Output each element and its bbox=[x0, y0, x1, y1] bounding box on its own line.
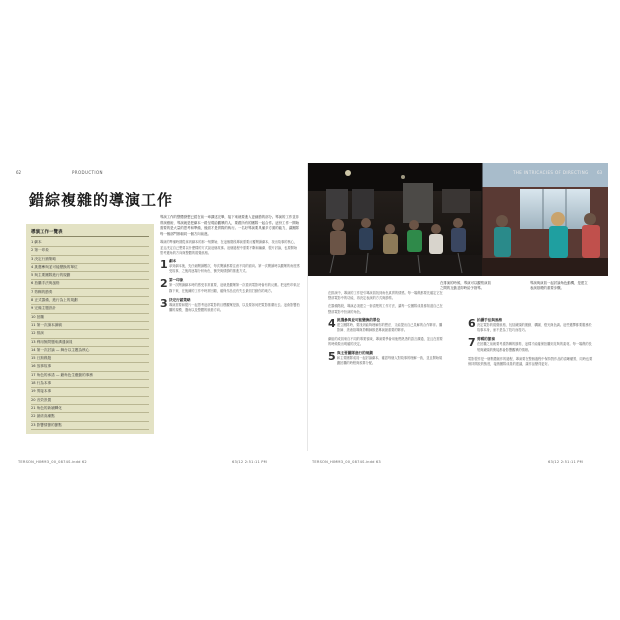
toc-sidebar bbox=[26, 224, 154, 434]
page-number-right: 63 bbox=[597, 170, 603, 175]
toc-item: 3 決定行銷策略 bbox=[31, 256, 149, 264]
step-heading: 第一印象 bbox=[169, 278, 184, 283]
footer-file-left: TERSON_HIMM3_00_0874S.indd 62 bbox=[18, 460, 87, 464]
step-heading: 決定行銷策略 bbox=[169, 297, 191, 302]
body-paragraph: 電影製作是一個集體創作的過程，導演要在整個過程中保持對作品的清晰願景，同時也要保持開放的態度，接納團隊成員的建議，讓作品變得更好。 bbox=[468, 356, 593, 367]
body-paragraph: 劇組的成員來自不同的專業領域，導演要學會用他們熟悉的語言溝通，並且在需要的時候做出明確的決定。 bbox=[328, 337, 443, 347]
step-body: 拿到劇本後，先仔細閱讀數次，每次閱讀都要注意不同的面向。第一次閱讀時以觀眾的角度感受故事，之後再逐場分析角色、衝突與情節的推進方式。 bbox=[169, 263, 300, 274]
toc-item: 9 完備主題設計 bbox=[31, 305, 149, 313]
toc-item: 20 音效設置 bbox=[31, 397, 149, 405]
toc-item: 13 利用無問題來溝通演員 bbox=[31, 339, 149, 347]
step-item bbox=[160, 259, 300, 274]
right-column-2 bbox=[468, 318, 594, 370]
step-number: 2 bbox=[160, 277, 168, 291]
step-number: 3 bbox=[160, 296, 168, 310]
step-number: 1 bbox=[160, 257, 168, 271]
step-number: 4 bbox=[328, 316, 336, 330]
toc-item: 14 第一次討論 — 舞台以主題為核心 bbox=[31, 347, 149, 355]
book-spread bbox=[8, 163, 608, 451]
toc-item: 16 放事故事 bbox=[31, 363, 149, 371]
toc-item: 8 正式籌備，進行為上的規劃 bbox=[31, 297, 149, 305]
toc-item: 2 第一印象 bbox=[31, 247, 149, 255]
footer-time-left: 63/12 2:51:11 PM bbox=[232, 460, 267, 464]
body-paragraph: 導演的準備時期從拿到劇本的那一刻開始，在這個階段導演需要反覆閱讀劇本，找出故事的核心，並且決定自己想要以什麼樣的方式說這個故事。這個過程中需要不斷和編劇、製片討論，也要開始思考選角的方向與整體的視覺風格。 bbox=[160, 240, 298, 255]
left-column-1 bbox=[160, 215, 300, 317]
toc-item: 23 影響情節的節點 bbox=[31, 422, 149, 430]
toc-item: 19 剪接本事 bbox=[31, 388, 149, 396]
rehearsal-photo bbox=[308, 163, 608, 276]
step-heading: 劇本 bbox=[169, 258, 177, 263]
toc-list bbox=[31, 239, 149, 430]
step-item bbox=[468, 318, 594, 333]
toc-title: 導演工作一覽表 bbox=[31, 230, 63, 235]
step-heading: 挑選參與並可能變換的單位 bbox=[337, 317, 381, 322]
photo-caption-left: 在排演的時候，導演可以觀察演員之間的互動並即時給予指導。 bbox=[440, 281, 491, 290]
step-body: 建立團隊時，要找到能夠理解你的想法、又能提出自己見解的合作夥伴。攝影師、美術指導與剪輯師都是導演最重要的夥伴。 bbox=[337, 322, 443, 333]
footer-file-right: TERSON_HIMM3_00_0874S.indd 63 bbox=[312, 460, 381, 464]
step-item bbox=[328, 318, 443, 333]
toc-item: 18 行為本事 bbox=[31, 380, 149, 388]
step-item bbox=[468, 337, 594, 352]
toc-item: 10 拍攝 bbox=[31, 314, 149, 322]
toc-item: 6 拍攝手法與風格 bbox=[31, 280, 149, 288]
toc-item: 4 挑選參與並可能變換的單位 bbox=[31, 264, 149, 272]
right-column-1 bbox=[328, 291, 443, 370]
toc-item: 12 排演 bbox=[31, 330, 149, 338]
running-head-right: THE INTRICACIES OF DIRECTING bbox=[513, 170, 589, 175]
running-head-left: PRODUCTION bbox=[72, 170, 103, 175]
step-item bbox=[160, 278, 300, 293]
step-item bbox=[160, 298, 300, 313]
toc-item: 1 劇本 bbox=[31, 239, 149, 247]
toc-item: 15 日狗戲殺 bbox=[31, 355, 149, 363]
body-paragraph: 在籌備階段，導演必須建立一套清楚的工作方法，讓每一位團隊成員都知道自己在整部電影中扮演的角色。 bbox=[328, 304, 443, 314]
step-item bbox=[328, 351, 443, 366]
toc-item: 22 最終高潮點 bbox=[31, 413, 149, 421]
toc-item: 7 剪輯的節奏 bbox=[31, 289, 149, 297]
toc-item: 17 角色的承諾 — 藉角色生應動的事務 bbox=[31, 372, 149, 380]
footer-time-right: 63/12 2:51:11 PM bbox=[548, 460, 583, 464]
step-number: 7 bbox=[468, 336, 476, 350]
left-page bbox=[8, 163, 308, 451]
intro-paragraph: 導演工作的整體發想已經在前一章講述完畢，接下來就要進入更細節的部分。導演的工作並非實演藝術，導演就是把劇本一路呈現給觀眾的人，要跟所有的團隊一起合作。這份工作一開始需要的是大量的思考和準備，後面才是實際的執行。一名好導演要具備多方面的能力，讓團隊每一個部門都朝同一個方向前進。 bbox=[160, 215, 300, 236]
photo-caption-right: 導演與演員一起討論角色動機，是建立表演基礎的重要步驟。 bbox=[530, 281, 588, 290]
step-body: 在拍攝之前就要考慮剪輯的節奏，這樣才能確保拍攝到足夠的素材。每一場戲的長短與鏡頭的銜接都會影響觀眾的情緒。 bbox=[477, 342, 592, 352]
rehearsal-photo-image bbox=[308, 163, 608, 276]
toc-item: 21 角色的新穎轉化 bbox=[31, 405, 149, 413]
toc-item: 5 與主要團隊進行的規劃 bbox=[31, 272, 149, 280]
step-heading: 與主要團隊進行的規劃 bbox=[337, 350, 373, 355]
step-body: 第一次閱讀劇本時的感受非常重要，這就是觀眾第一次看到電影時會有的反應。把這些印象記錄下來，在後續的工作中時常回顧，確保作品沒有失去最初打動你的地方。 bbox=[169, 283, 300, 293]
step-heading: 剪輯的節奏 bbox=[477, 337, 495, 342]
step-body: 和主要團隊成員一起討論劇本，確認每個人對故事的理解一致，並且開始規劃拍攝的時程與預算分配。 bbox=[337, 355, 443, 365]
step-number: 5 bbox=[328, 349, 336, 363]
step-body: 決定電影的視覺風格，包括鏡頭的運動、構圖、燈光與色調。這些選擇都要服務於故事本身，而不是為了技巧而技巧。 bbox=[477, 323, 592, 333]
toc-rule bbox=[31, 236, 149, 237]
right-page bbox=[308, 163, 608, 451]
page-title: 錯綜複雜的導演工作 bbox=[29, 191, 174, 209]
body-paragraph: 在排演中，導演的工作是引導演員找到角色真實的情感。每一場戲都要先確定它在整部電影中的功能，再決定表演的方式與節奏。 bbox=[328, 291, 443, 301]
step-number: 6 bbox=[468, 317, 476, 330]
toc-item: 11 第一次讀本讀稿 bbox=[31, 322, 149, 330]
page-number-left: 62 bbox=[16, 170, 22, 175]
step-heading: 拍攝手法與風格 bbox=[477, 318, 503, 322]
step-body: 導演需要和製片一起思考這部電影的目標觀眾是誰，以及要如何把電影推廣出去。這會影響拍攝的規模、選角以及整體的風格方向。 bbox=[169, 302, 300, 312]
